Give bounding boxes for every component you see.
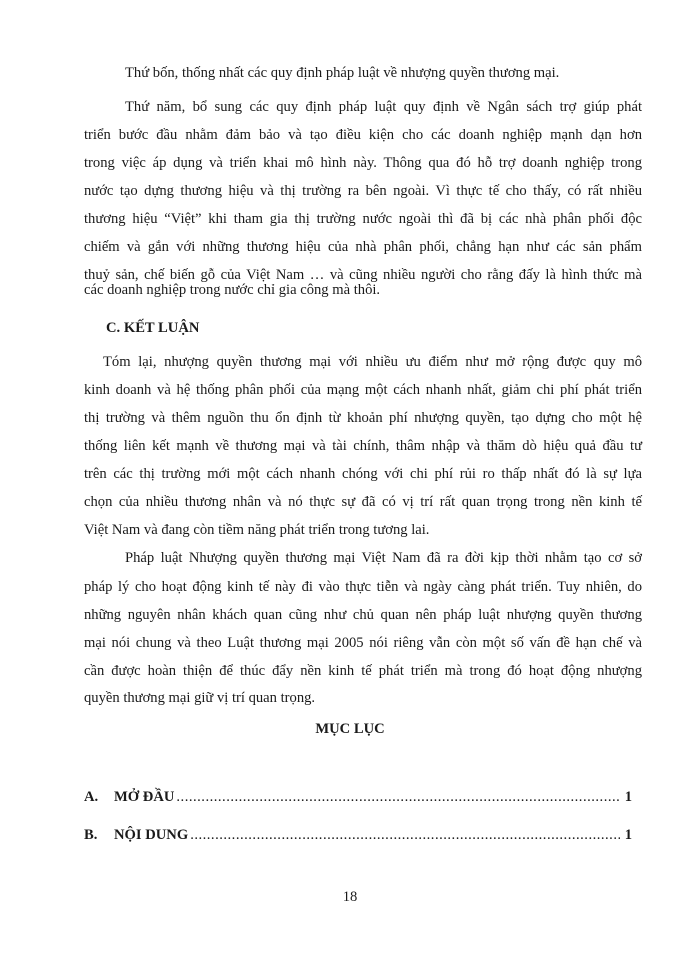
paragraph-line: thuỷ sản, chế biến gỗ của Việt Nam … và cũng nhiều người cho rằng đấy là hình thức mà — [84, 267, 642, 283]
paragraph-line: trên các thị trường mới một cách nhanh chóng với chi phí rủi ro thấp nhất đó là sự lựa — [84, 466, 642, 482]
toc-entry-noi-dung[interactable] — [84, 827, 632, 844]
paragraph-line: trong việc áp dụng và triển khai mô hình này. Thông qua đó hỗ trợ doanh nghiệp trong — [84, 155, 642, 171]
toc-title: MỤC LỤC — [315, 721, 385, 737]
toc-entry-label: NỘI DUNG — [114, 827, 189, 843]
toc-leader-dots — [190, 827, 620, 844]
paragraph-line: Thứ bốn, thống nhất các quy định pháp luật về nhượng quyền thương mại. — [125, 65, 560, 81]
toc-entry-number: B. — [84, 827, 98, 843]
paragraph-line: thống liên kết mạnh về thương mại và tài chính, thâm nhập và thăm dò hiệu quả đầu tư — [84, 438, 642, 454]
paragraph-line: pháp lý cho hoạt động kinh tế này đi vào thực tiễn và ngày càng phát triển. Tuy nhiên, do — [84, 579, 642, 595]
paragraph-line: Việt Nam và đang còn tiềm năng phát triển trong tương lai. — [84, 522, 430, 538]
paragraph-line: cần được hoàn thiện để thúc đẩy nền kinh tế phát triển mà trong đó hoạt động nhượng — [84, 663, 642, 679]
paragraph-line: mại nói chung và theo Luật thương mại 2005 nói riêng vẫn còn một số vấn đề hạn chế và — [84, 635, 642, 651]
toc-entry-page: 1 — [624, 789, 632, 805]
paragraph-line: thị trường và thêm nguồn thu ổn định từ khoản phí nhượng quyền, tạo dựng cho một hệ — [84, 410, 642, 426]
paragraph-line: Pháp luật Nhượng quyền thương mại Việt Nam đã ra đời kịp thời nhằm tạo cơ sở — [125, 550, 642, 566]
page-number: 18 — [342, 889, 358, 905]
paragraph-line: những nguyên nhân khách quan cũng như chủ quan nên pháp luật nhượng quyền thương — [84, 607, 642, 623]
toc-entry-number: A. — [84, 789, 99, 805]
paragraph-line: các doanh nghiệp trong nước chỉ gia công mà thôi. — [84, 282, 381, 298]
paragraph-line: nước tạo dựng thương hiệu và thị trường ra bên ngoài. Vì thực tế cho thấy, có rất nhiều — [84, 183, 642, 199]
paragraph-line: chọn của nhiều thương nhân và nó thực sự đã có vị trí rất quan trọng trong nền kinh tế — [84, 494, 642, 510]
paragraph-line: chiếm và gắn với những thương hiệu của nhà phân phối, chẳng hạn như các sản phẩm — [84, 239, 642, 255]
toc-leader-dots — [176, 789, 620, 806]
paragraph-line: Thứ năm, bổ sung các quy định pháp luật quy định về Ngân sách trợ giúp phát — [125, 99, 642, 115]
paragraph-line: kinh doanh và hệ thống phân phối của mạng một cách nhanh nhất, giảm chi phí phát triển — [84, 382, 642, 398]
section-heading: C. KẾT LUẬN — [106, 320, 200, 336]
paragraph-line: triển bước đầu nhằm đảm bảo và tạo điều kiện cho các doanh nghiệp mạnh dạn hơn — [84, 127, 642, 143]
paragraph-line: Tóm lại, nhượng quyền thương mại với nhiều ưu điểm như mở rộng được quy mô — [103, 354, 642, 370]
toc-entry-mo-dau[interactable] — [84, 789, 632, 806]
toc-entry-page: 1 — [624, 827, 632, 843]
paragraph-line: quyền thương mại giữ vị trí quan trọng. — [84, 690, 316, 706]
paragraph-line: thương hiệu “Việt” khi tham gia thị trường nước ngoài thì đã bị các nhà phân phối độc — [84, 211, 642, 227]
toc-entry-label: MỞ ĐẦU — [114, 789, 175, 805]
